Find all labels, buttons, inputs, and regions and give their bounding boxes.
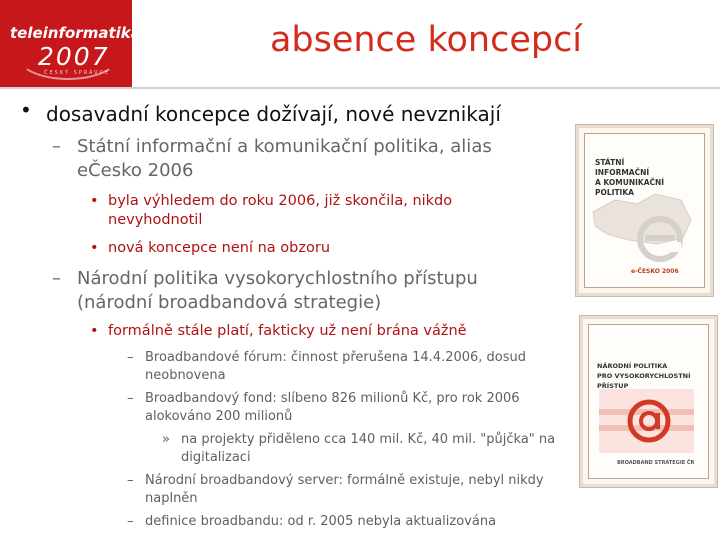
detail-1-line-1: Broadbandové fórum: činnost přerušena 14.4.2006, dosud: [145, 350, 527, 365]
slide-header: [0, 0, 720, 88]
subdetail-line-2: digitalizaci: [181, 450, 251, 465]
cover-footer: e-ČESKO 2006: [631, 268, 679, 275]
subitem-1-line-1: Státní informační a komunikační politika, alias: [77, 136, 492, 157]
detail-3-line-1: Národní broadbandový server: formálně existuje, nebyl nikdy: [145, 473, 544, 488]
bullet-marker: •: [90, 323, 99, 339]
at-sign-icon: [627, 399, 671, 443]
header-divider: [0, 87, 720, 89]
detail-1-line-2: neobnovena: [145, 368, 226, 383]
cover-title-line: PŘÍSTUP: [597, 382, 629, 390]
point-1-line-1: byla výhledem do roku 2006, již skončila, nikdo: [108, 193, 453, 209]
bullet-marker: •: [90, 193, 99, 209]
subitem-2-line-2: (národní broadbandová strategie): [77, 292, 382, 313]
bullet-marker: •: [20, 98, 32, 122]
subdetail-line-1: na projekty přiděleno cca 140 mil. Kč, 40 mil. "půjčka" na: [181, 432, 556, 447]
dash-marker: –: [127, 514, 134, 529]
dash-marker: –: [127, 350, 134, 365]
cover-footer: BROADBAND STRATEGIE ČR: [617, 460, 695, 466]
subitem-1-line-2: eČesko 2006: [77, 160, 194, 181]
detail-4-line: definice broadbandu: od r. 2005 nebyla aktualizována: [145, 514, 497, 529]
cover-title-line: POLITIKA: [595, 188, 634, 197]
subitem-2-line-1: Národní politika vysokorychlostního přístupu: [77, 268, 478, 289]
dash-marker: –: [52, 268, 61, 289]
cover-title-line: STÁTNÍ: [595, 158, 625, 167]
detail-2-line-1: Broadbandový fond: slíbeno 826 milionů Kč, pro rok 2006: [145, 391, 520, 406]
dash-marker: –: [127, 391, 134, 406]
bullet-marker: •: [90, 240, 99, 256]
cover-title-line: NÁRODNÍ POLITIKA: [597, 362, 668, 370]
e-letter-icon: [637, 216, 683, 262]
dash-marker: –: [127, 473, 134, 488]
point-3-line: formálně stále platí, fakticky už není brána vážně: [108, 323, 467, 339]
logo-subline: ČESKÝ SPRÁVCE: [44, 70, 111, 76]
point-2-line: nová koncepce není na obzoru: [108, 240, 331, 256]
detail-2-line-2: alokováno 200 milionů: [145, 409, 293, 424]
cover-page: [589, 325, 708, 478]
logo-year: 2007: [38, 42, 110, 71]
slide-title: absence koncepcí: [269, 20, 583, 60]
logo-line1: teleinformatika: [10, 24, 141, 42]
point-1-line-2: nevyhodnotil: [108, 212, 203, 228]
cover-image-broadband-strategie: [580, 316, 717, 487]
chevron-marker: »: [162, 432, 170, 447]
cover-title-line: PRO VYSOKORYCHLOSTNÍ: [597, 372, 691, 380]
cover-image-statni-politika: [576, 125, 713, 296]
cover-title-line: INFORMAČNÍ: [595, 168, 650, 177]
cover-page: [585, 134, 704, 287]
dash-marker: –: [52, 136, 61, 157]
teleinformatika-logo: [0, 0, 141, 88]
detail-3-line-2: naplněn: [145, 491, 198, 506]
cover-title-line: A KOMUNIKAČNÍ: [595, 178, 665, 187]
bullet-1-line: dosavadní koncepce dožívají, nové nevznikají: [46, 102, 501, 126]
